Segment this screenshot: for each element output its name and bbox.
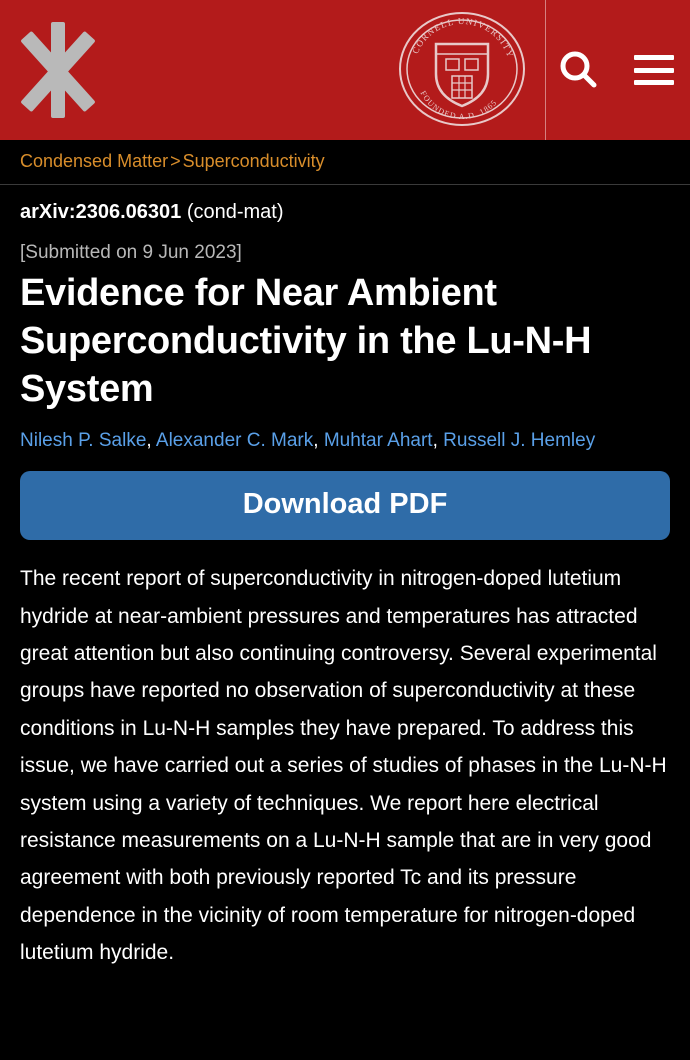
submission-date: [Submitted on 9 Jun 2023] xyxy=(20,242,242,263)
breadcrumb xyxy=(0,140,690,185)
author-separator: , xyxy=(432,429,438,451)
menu-icon-line-1 xyxy=(634,55,674,60)
arxiv-id[interactable]: arXiv:2306.06301 xyxy=(20,201,182,223)
menu-button[interactable] xyxy=(634,55,674,85)
download-pdf-button[interactable]: Download PDF xyxy=(20,471,670,540)
arxiv-logo-link[interactable] xyxy=(8,20,108,120)
header-divider xyxy=(545,0,546,140)
abstract-text: The recent report of superconductivity in nitrogen-doped lutetium hydride at near-ambient pressures and temperatures has attracted great attention but also continuing controversy. Several experimental groups have reported no observation of superconductivity at these conditions in Lu-N-H samples they have prepared. To address this issue, we have carried out a series of studies of phases in the Lu-N-H system using a variety of techniques. We report here electrical resistance measurements on a Lu-N-H sample that are in very good agreement with both previously reported Tc and its pressure dependence in the vicinity of room temperature for nitrogen-doped lutetium hydride. xyxy=(20,567,667,965)
author-separator: , xyxy=(313,429,319,451)
primary-class: (cond-mat) xyxy=(186,201,284,223)
author-link[interactable]: Russell J. Hemley xyxy=(443,429,596,451)
header-actions xyxy=(556,0,674,140)
author-link[interactable]: Alexander C. Mark xyxy=(155,429,314,451)
page-title: Evidence for Near Ambient Superconductivity in the Lu-N-H System xyxy=(20,272,592,410)
author-link[interactable]: Nilesh P. Salke xyxy=(20,429,147,451)
author-list xyxy=(20,428,670,454)
paper-main xyxy=(0,185,690,991)
search-icon xyxy=(556,48,600,92)
site-header xyxy=(0,0,690,140)
menu-icon-line-3 xyxy=(634,80,674,85)
menu-icon-line-2 xyxy=(634,68,674,73)
author-separator: , xyxy=(146,429,152,451)
author-link[interactable]: Muhtar Ahart xyxy=(323,429,433,451)
search-button[interactable] xyxy=(556,48,600,92)
breadcrumb-parent-link[interactable]: Condensed Matter xyxy=(20,151,169,171)
crest-top-text: CORNELL UNIVERSITY xyxy=(410,15,516,60)
cornell-university-crest-icon xyxy=(396,10,528,128)
crest-bottom-text: FOUNDED A.D. 1865 xyxy=(418,89,499,122)
breadcrumb-separator: > xyxy=(170,151,181,171)
arxiv-id-line xyxy=(20,201,670,224)
cornell-crest-link[interactable] xyxy=(396,10,532,130)
breadcrumb-current-link[interactable]: Superconductivity xyxy=(182,151,325,171)
arxiv-logo xyxy=(15,20,101,120)
